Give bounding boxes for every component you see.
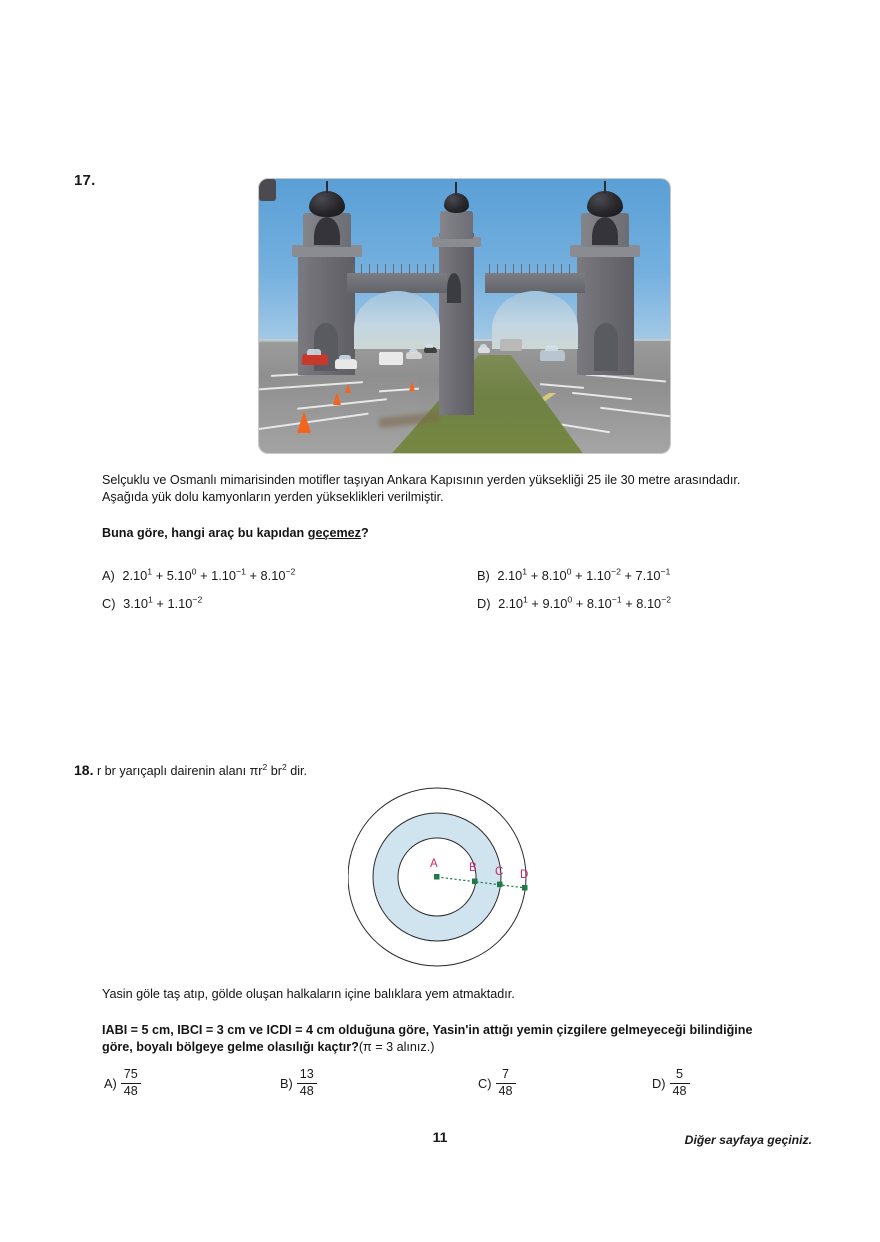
q17-prompt-underlined: geçemez — [307, 526, 361, 540]
finial-center — [455, 182, 457, 195]
arch-beam-left — [347, 273, 447, 293]
photo-canvas — [259, 179, 670, 453]
turret-center — [440, 211, 473, 239]
q17-option-c[interactable] — [102, 596, 202, 611]
q17-para-line2: Aşağıda yük dolu kamyonların yerden yükseklikleri verilmiştir. — [102, 490, 444, 504]
point-label-D: D — [520, 869, 529, 881]
fraction-denominator: 48 — [670, 1083, 690, 1099]
vehicle-silver-car — [540, 350, 565, 361]
q18-stem-part2: dir. — [286, 764, 308, 778]
page-number: 11 — [432, 1129, 448, 1145]
point-B-dot — [472, 879, 478, 885]
q18-stem-part1: r br yarıçaplı dairenin alanı — [96, 764, 250, 778]
q17-option-a-expr: $2.10^1 + 5.10^0 + 1.10^{-1} + 8.10^{-2}$ — [122, 566, 296, 583]
traffic-cone-4 — [409, 382, 415, 391]
q18-stem-br: br — [267, 764, 282, 778]
q18-option-c-key: C) — [478, 1075, 492, 1091]
q17-option-d-key: D) — [477, 596, 491, 611]
q17-option-a[interactable] — [102, 568, 295, 583]
fraction-numerator: 75 — [123, 1067, 138, 1081]
q18-option-a[interactable] — [104, 1068, 141, 1098]
point-label-C: C — [495, 866, 504, 878]
railing-right — [487, 264, 581, 273]
vehicle-white-car-2 — [406, 352, 422, 359]
finial-left — [326, 181, 328, 193]
question-18-number: 18. — [74, 762, 94, 778]
q17-option-d[interactable] — [477, 596, 671, 611]
question-18-paragraph: Yasin göle taş atıp, gölde oluşan halkaların içine balıklara yem atmaktadır. — [102, 987, 515, 1001]
q18-option-b[interactable] — [280, 1068, 317, 1098]
q18-option-a-fraction — [121, 1068, 141, 1098]
question-18-prompt — [102, 1022, 838, 1056]
arch-opening-left — [354, 291, 440, 349]
niche-arch-center — [447, 273, 461, 303]
question-18-stem — [74, 762, 307, 780]
q18-stem-r: r — [258, 764, 263, 778]
center-window — [259, 179, 276, 201]
circles-svg — [348, 783, 548, 968]
vehicle-white-car-1 — [335, 359, 357, 369]
railing-left — [351, 264, 445, 273]
q17-option-b-key: B) — [477, 568, 490, 583]
q17-option-b[interactable] — [477, 568, 670, 583]
tower-right-doorway — [594, 323, 618, 371]
point-label-B: B — [469, 862, 477, 874]
point-A-dot — [434, 874, 440, 880]
q18-option-c-fraction — [496, 1068, 516, 1098]
q17-option-b-expr: $2.10^1 + 8.10^0 + 1.10^{-2} + 7.10^{-1}$ — [497, 566, 671, 583]
traffic-cone-2 — [333, 392, 341, 405]
q17-option-d-expr: $2.10^1 + 9.10^0 + 8.10^{-1} + 8.10^{-2}$ — [498, 594, 672, 611]
fraction-denominator: 48 — [496, 1083, 516, 1099]
dome-center — [444, 193, 469, 213]
q18-option-d-key: D) — [652, 1075, 666, 1091]
q17-option-c-key: C) — [102, 596, 116, 611]
finial-right — [604, 181, 606, 193]
concentric-circles-diagram — [348, 783, 548, 968]
fraction-denominator: 48 — [297, 1083, 317, 1099]
point-C-dot — [497, 882, 503, 888]
q17-prompt-suffix: ? — [360, 526, 369, 540]
fraction-numerator: 5 — [676, 1067, 684, 1081]
point-D-dot — [522, 885, 528, 891]
dome-right — [587, 191, 623, 217]
footer-note: Diğer sayfaya geçiniz. — [684, 1133, 812, 1147]
q17-prompt-prefix: Buna göre, hangi araç bu kapıdan — [102, 526, 308, 540]
question-17-prompt — [102, 525, 369, 542]
q18-note: (π = 3 alınız.) — [358, 1040, 435, 1054]
q18-option-d[interactable] — [652, 1068, 690, 1098]
q18-option-d-fraction — [670, 1068, 690, 1098]
traffic-cone-1 — [297, 411, 311, 433]
q18-bold-line2: göre, boyalı bölgeye gelme olasılığı kaçtır? — [102, 1040, 359, 1054]
dome-left — [309, 191, 345, 217]
q17-para-line1: Selçuklu ve Osmanlı mimarisinden motifler taşıyan Ankara Kapısının yerden yüksekliği 25 ile 30 metre arasındadır. — [102, 473, 741, 487]
q18-stem-pi: π — [249, 764, 259, 778]
point-label-A: A — [430, 858, 438, 870]
q18-stem-exp1: 2 — [262, 761, 268, 772]
q18-option-a-key: A) — [104, 1075, 117, 1091]
gate-tower-center — [439, 233, 474, 415]
q18-stem-exp2: 2 — [281, 761, 287, 772]
q17-option-c-expr: $3.10^1 + 1.10^{-2}$ — [123, 594, 203, 611]
vehicle-red-truck — [302, 354, 328, 365]
fraction-denominator: 48 — [121, 1083, 141, 1099]
question-17-paragraph — [102, 472, 834, 506]
fraction-numerator: 7 — [502, 1067, 510, 1081]
vehicle-dark-car — [424, 347, 437, 353]
q18-option-b-fraction — [297, 1068, 317, 1098]
q18-option-b-key: B) — [280, 1075, 293, 1091]
q17-option-a-key: A) — [102, 568, 115, 583]
q18-bold-line1: IABI = 5 cm, IBCI = 3 cm ve ICDI = 4 cm olduğuna göre, Yasin'in attığı yemin çizgilere gelmeyeceği bilindiğine — [102, 1023, 753, 1037]
traffic-cone-3 — [345, 384, 351, 393]
vehicle-white-van — [379, 352, 403, 365]
vehicle-truck-far — [500, 339, 522, 351]
fraction-numerator: 13 — [299, 1067, 314, 1081]
arch-beam-right — [485, 273, 585, 293]
ankara-gate-photo — [259, 179, 670, 453]
vehicle-far-car — [478, 347, 490, 353]
question-17-number: 17. — [74, 172, 96, 189]
q18-option-c[interactable] — [478, 1068, 516, 1098]
